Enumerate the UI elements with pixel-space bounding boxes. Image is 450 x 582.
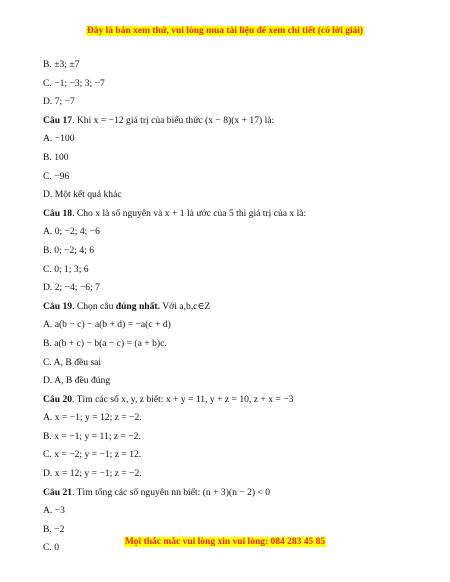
answer-option: A. 0; −2; 4; −6 [43, 226, 100, 238]
answer-option: B. ±3; ±7 [43, 59, 80, 70]
question-line [43, 298, 443, 317]
answer-option: C. A, B đều sai [43, 356, 102, 368]
answer-option: C. x = −2; y = −1; z = 12. [43, 449, 142, 461]
question-text: . Tìm các số x, y, z biết: x + y = 11, y + z = 10, z + x = −3 [72, 393, 294, 405]
question-text: . Tìm tổng các số nguyên nn biết: (n + 3)(n − 2) < 0 [72, 486, 271, 498]
contact-banner [0, 537, 450, 547]
answer-option: D. Một kết quả khác [43, 189, 122, 201]
answer-option: D. A, B đều đúng [43, 375, 111, 387]
question-number: Câu 18 [43, 207, 73, 219]
answer-option: D. 7; −7 [43, 96, 75, 108]
question-number: Câu 17 [43, 114, 73, 126]
question-line [43, 205, 443, 224]
question-number: Câu 21 [43, 486, 73, 498]
answer-option: C. −96 [43, 170, 70, 182]
answer-option: A. −3 [43, 505, 65, 517]
answer-option: B. 100 [43, 151, 69, 163]
preview-notice-banner [0, 26, 450, 36]
answer-option: A. a(b − c) − a(b + d) = −a(c + d) [43, 319, 171, 331]
document-body [43, 56, 443, 558]
contact-text: Mọi thắc mắc vui lòng xin vui lòng: 084 283 45 85 [124, 537, 326, 547]
answer-option: C. −1; −3; 3; −7 [43, 77, 105, 89]
answer-option: B. a(b + c) − b(a − c) = (a + b)c. [43, 337, 167, 349]
answer-option: D. x = 12; y = −1; z = −2. [43, 468, 142, 480]
answer-option: B. x = −1; y = 11; z = −2. [43, 430, 141, 442]
question-line [43, 484, 443, 503]
answer-option: D. 2; −4; −6; 7 [43, 282, 100, 294]
answer-option: A. x = −1; y = 12; z = −2. [43, 412, 142, 424]
question-emphasis: đúng nhất. [115, 300, 161, 312]
answer-option: C. 0; 1; 3; 6 [43, 263, 89, 275]
preview-notice-text: Đây là bản xem thử, vui lòng mua tài liệu để xem chi tiết (có lời giải) [86, 26, 364, 36]
answer-option: B. 0; −2; 4; 6 [43, 244, 94, 256]
question-text: . Khi x = −12 giá trị của biểu thức (x − 8)(x + 17) là: [72, 114, 275, 126]
question-number: Câu 20 [43, 393, 73, 405]
question-text: Với a,b,c∈Z [160, 300, 211, 312]
question-text: . Cho x là số nguyên và x + 1 là ước của 5 thì giá trị của x là: [72, 207, 307, 219]
question-line [43, 112, 443, 131]
answer-option: C. 0 [43, 542, 59, 554]
question-line [43, 391, 443, 410]
answer-option: B. −2 [43, 523, 65, 535]
question-number: Câu 19 [43, 300, 73, 312]
question-text: . Chọn câu [72, 300, 116, 312]
answer-option: A. −100 [43, 133, 75, 145]
